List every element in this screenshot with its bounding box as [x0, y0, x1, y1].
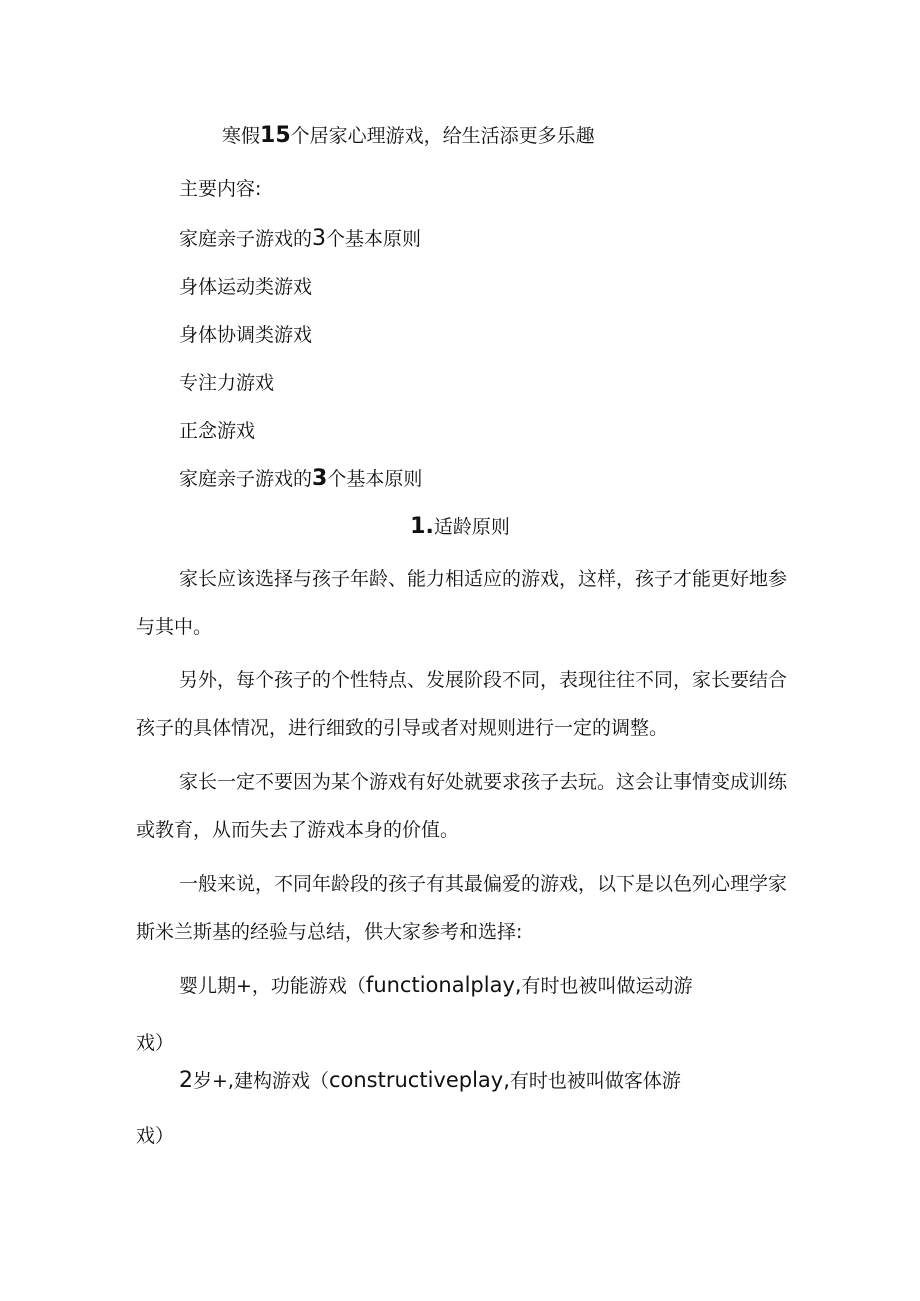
paragraph-6-prefix: 岁+,建构游戏（ [193, 1070, 329, 1092]
paragraph-6-line-2: 戏） [136, 1125, 175, 1147]
subheading [0, 515, 920, 539]
section-heading-prefix: 家庭亲子游戏的 [179, 468, 313, 490]
paragraph-1-line-1: 家长应该选择与孩子年龄、能力相适应的游戏，这样，孩子才能更好地参 [179, 568, 788, 590]
paragraph-1-line-2: 与其中。 [136, 616, 213, 638]
toc-item-principles-suffix: 个基本原则 [326, 228, 422, 250]
toc-item-principles-number: 3 [312, 226, 327, 251]
paragraph-3-line-2: 或教育，从而失去了游戏本身的价值。 [136, 819, 460, 841]
title-number: 15 [260, 123, 291, 148]
subheading-number: 1. [410, 514, 434, 539]
paragraph-6-line-1 [179, 1068, 681, 1093]
title-suffix: 个居家心理游戏，给生活添更多乐趣 [290, 125, 595, 147]
title-prefix: 寒假 [222, 125, 261, 147]
section-heading-suffix: 个基本原则 [327, 468, 423, 490]
toc-item-principles-prefix: 家庭亲子游戏的 [179, 228, 313, 250]
toc-item-physical-exercise: 身体运动类游戏 [179, 276, 313, 298]
paragraph-3-line-1: 家长一定不要因为某个游戏有好处就要求孩子去玩。这会让事情变成训练 [179, 771, 788, 793]
paragraph-2-line-2: 孩子的具体情况，进行细致的引导或者对规则进行一定的调整。 [136, 717, 669, 739]
paragraph-6-suffix: 有时也被叫做客体游 [509, 1070, 681, 1092]
toc-item-mindfulness: 正念游戏 [179, 420, 256, 442]
paragraph-5-latin: functionalplay, [365, 973, 522, 997]
section-heading-number: 3 [312, 466, 328, 491]
toc-item-attention: 专注力游戏 [179, 372, 275, 394]
paragraph-5-line-1 [179, 973, 693, 998]
paragraph-4-line-2: 斯米兰斯基的经验与总结，供大家参考和选择: [136, 921, 523, 943]
section-heading [179, 467, 422, 491]
paragraph-6-number: 2 [179, 1068, 193, 1093]
paragraph-2-line-1: 另外，每个孩子的个性特点、发展阶段不同，表现往往不同，家长要结合 [179, 669, 788, 691]
paragraph-5-line-2: 戏） [136, 1032, 175, 1054]
paragraph-6-latin: constructiveplay, [328, 1068, 510, 1092]
toc-heading: 主要内容: [179, 178, 262, 200]
paragraph-5-suffix: 有时也被叫做运动游 [521, 975, 693, 997]
toc-item-physical-coordination: 身体协调类游戏 [179, 324, 313, 346]
subheading-text: 适龄原则 [433, 516, 510, 538]
paragraph-4-line-1: 一般来说，不同年龄段的孩子有其最偏爱的游戏，以下是以色列心理学家 [179, 873, 788, 895]
toc-item-principles [179, 227, 421, 251]
paragraph-5-prefix: 婴儿期+，功能游戏（ [179, 975, 366, 997]
document-title [222, 124, 595, 148]
